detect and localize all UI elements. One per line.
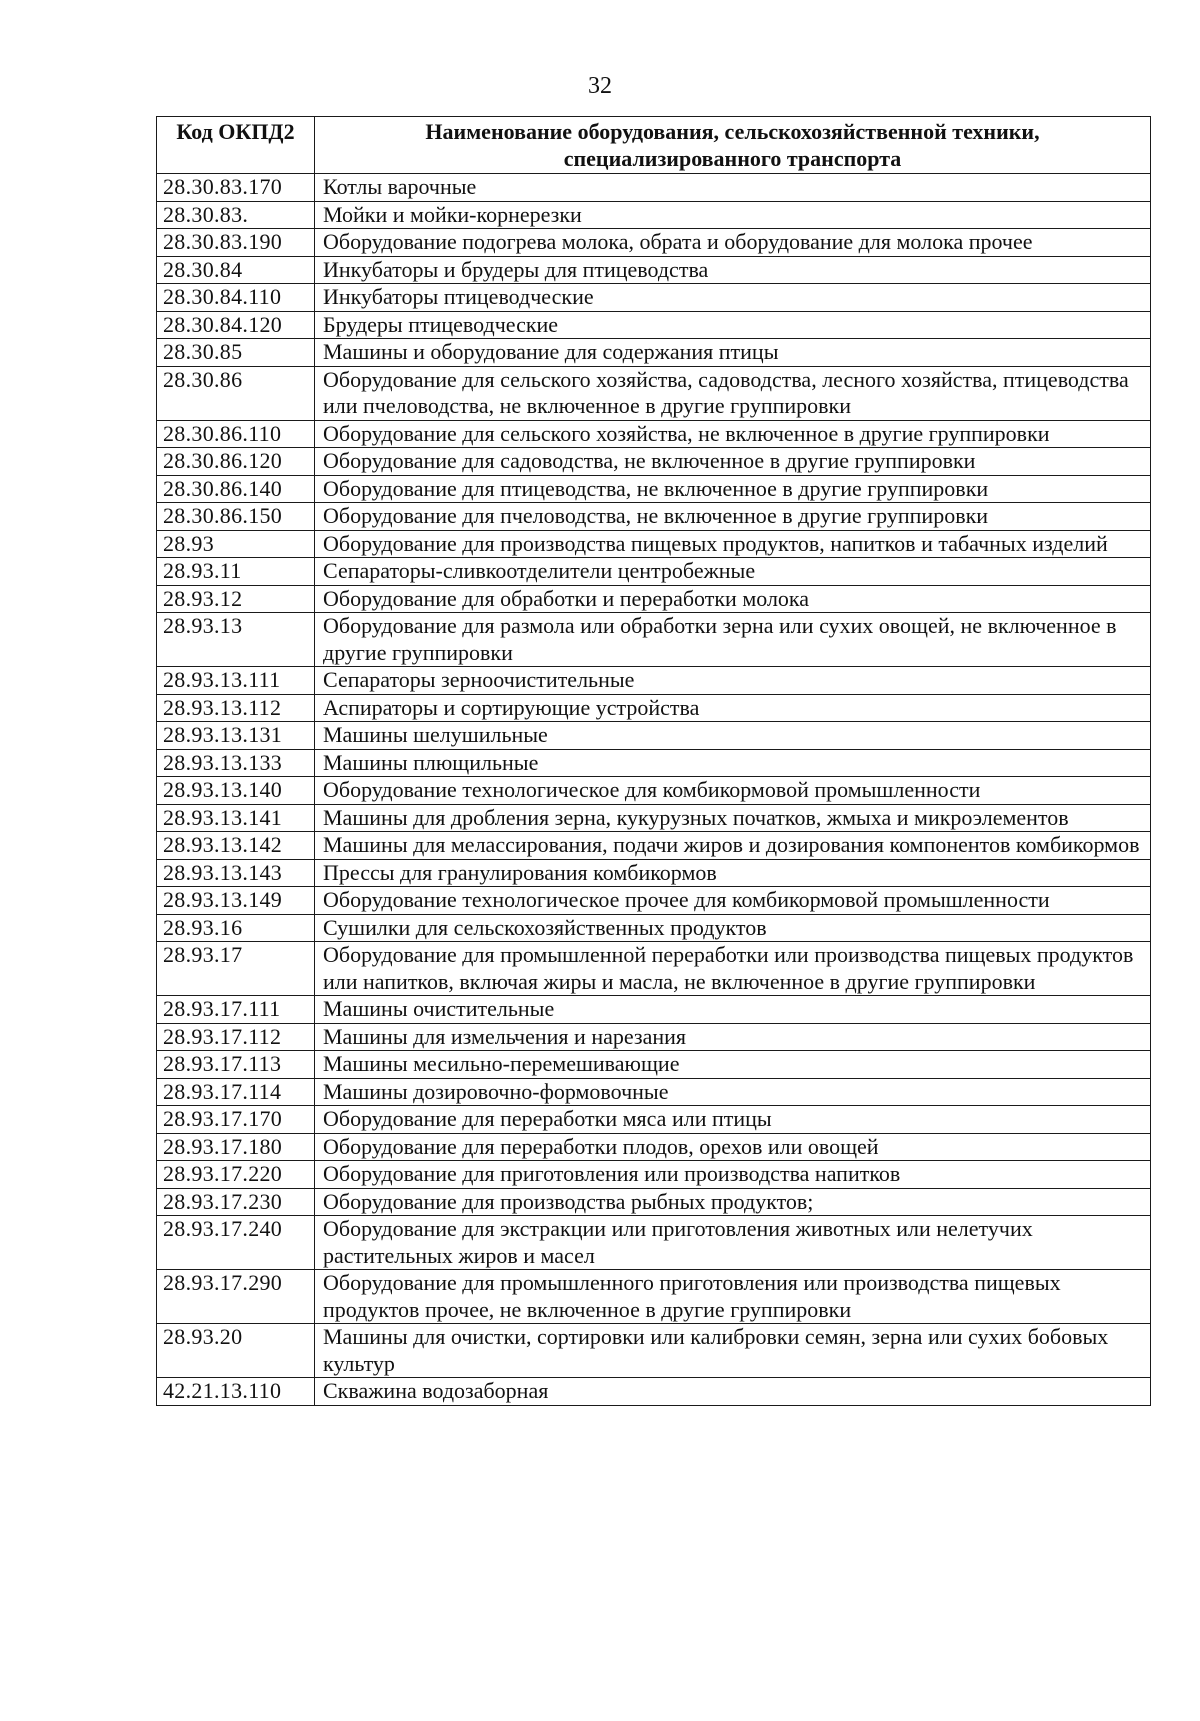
okpd2-code-cell: 28.93.17.113 [157,1051,315,1079]
table-row [157,722,1151,750]
okpd2-code-cell: 28.93 [157,530,315,558]
table-row [157,1270,1151,1324]
table-row [157,1324,1151,1378]
equipment-name-cell: Брудеры птицеводческие [315,311,1151,339]
equipment-name-cell: Инкубаторы птицеводческие [315,284,1151,312]
equipment-name-cell: Машины и оборудование для содержания птицы [315,339,1151,367]
equipment-name-cell: Машины шелушильные [315,722,1151,750]
table-row [157,832,1151,860]
okpd2-code-cell: 28.93.17.240 [157,1216,315,1270]
okpd2-code-cell: 28.30.86.120 [157,448,315,476]
equipment-name-cell: Машины дозировочно-формовочные [315,1078,1151,1106]
table-row [157,1188,1151,1216]
equipment-name-cell: Оборудование для производства пищевых продуктов, напитков и табачных изделий [315,530,1151,558]
okpd2-code-cell: 42.21.13.110 [157,1378,315,1406]
equipment-name-cell: Оборудование технологическое для комбикормовой промышленности [315,777,1151,805]
okpd2-code-cell: 28.93.17.114 [157,1078,315,1106]
table-row [157,1051,1151,1079]
okpd2-code-cell: 28.93.13.111 [157,667,315,695]
table-row [157,1023,1151,1051]
okpd2-code-cell: 28.93.13.112 [157,694,315,722]
equipment-name-cell: Машины для дробления зерна, кукурузных початков, жмыха и микроэлементов [315,804,1151,832]
okpd2-code-cell: 28.30.86.140 [157,475,315,503]
okpd2-code-cell: 28.93.17.111 [157,996,315,1024]
table-row [157,749,1151,777]
okpd2-code-cell: 28.30.85 [157,339,315,367]
equipment-name-cell: Машины для очистки, сортировки или калибровки семян, зерна или сухих бобовых культур [315,1324,1151,1378]
table-row [157,475,1151,503]
table-row [157,420,1151,448]
table-row [157,503,1151,531]
equipment-name-cell: Оборудование для сельского хозяйства, садоводства, лесного хозяйства, птицеводства или пчеловодства, не включенное в другие группировки [315,366,1151,420]
okpd2-code-cell: 28.30.86 [157,366,315,420]
equipment-name-cell: Оборудование для сельского хозяйства, не включенное в другие группировки [315,420,1151,448]
okpd2-code-cell: 28.93.17 [157,942,315,996]
table-row [157,942,1151,996]
table-row [157,229,1151,257]
equipment-name-cell: Оборудование для пчеловодства, не включенное в другие группировки [315,503,1151,531]
table-row [157,1161,1151,1189]
okpd2-code-cell: 28.30.83. [157,201,315,229]
equipment-name-cell: Оборудование для размола или обработки зерна или сухих овощей, не включенное в другие группировки [315,613,1151,667]
okpd2-code-cell: 28.30.84 [157,256,315,284]
equipment-name-cell: Оборудование для приготовления или производства напитков [315,1161,1151,1189]
okpd2-code-cell: 28.93.16 [157,914,315,942]
header-name: Наименование оборудования, сельскохозяйственной техники, специализированного транспорта [315,117,1151,174]
table-row [157,887,1151,915]
table-row [157,558,1151,586]
okpd2-code-cell: 28.93.13.133 [157,749,315,777]
header-row [157,117,1151,174]
table-row [157,1078,1151,1106]
table-row [157,366,1151,420]
okpd2-code-cell: 28.30.83.170 [157,174,315,202]
okpd2-code-cell: 28.93.13 [157,613,315,667]
okpd2-code-cell: 28.93.17.112 [157,1023,315,1051]
equipment-name-cell: Сепараторы-сливкоотделители центробежные [315,558,1151,586]
okpd2-code-cell: 28.93.17.230 [157,1188,315,1216]
equipment-name-cell: Оборудование для переработки мяса или птицы [315,1106,1151,1134]
header-code: Код ОКПД2 [157,117,315,174]
table-row [157,174,1151,202]
equipment-name-cell: Оборудование для экстракции или приготовления животных или нелетучих растительных жиров и масел [315,1216,1151,1270]
table-row [157,201,1151,229]
table-row [157,256,1151,284]
equipment-name-cell: Машины очистительные [315,996,1151,1024]
table-row [157,448,1151,476]
table-row [157,804,1151,832]
okpd2-code-cell: 28.93.13.142 [157,832,315,860]
equipment-table [156,116,1151,1406]
okpd2-code-cell: 28.93.11 [157,558,315,586]
okpd2-code-cell: 28.93.17.290 [157,1270,315,1324]
okpd2-code-cell: 28.30.86.150 [157,503,315,531]
okpd2-code-cell: 28.93.17.180 [157,1133,315,1161]
equipment-name-cell: Котлы варочные [315,174,1151,202]
table-row [157,777,1151,805]
okpd2-code-cell: 28.93.13.131 [157,722,315,750]
okpd2-code-cell: 28.93.13.141 [157,804,315,832]
table-row [157,859,1151,887]
equipment-name-cell: Инкубаторы и брудеры для птицеводства [315,256,1151,284]
okpd2-code-cell: 28.93.20 [157,1324,315,1378]
equipment-name-cell: Машины для мелассирования, подачи жиров и дозирования компонентов комбикормов [315,832,1151,860]
equipment-name-cell: Скважина водозаборная [315,1378,1151,1406]
okpd2-code-cell: 28.93.17.170 [157,1106,315,1134]
table-header [157,117,1151,174]
equipment-name-cell: Оборудование подогрева молока, обрата и оборудование для молока прочее [315,229,1151,257]
table-row [157,284,1151,312]
table-row [157,613,1151,667]
equipment-name-cell: Оборудование для производства рыбных продуктов; [315,1188,1151,1216]
table-row [157,530,1151,558]
okpd2-code-cell: 28.30.84.120 [157,311,315,339]
okpd2-code-cell: 28.30.86.110 [157,420,315,448]
table-row [157,914,1151,942]
equipment-name-cell: Оборудование для промышленного приготовления или производства пищевых продуктов прочее, не включенное в другие группировки [315,1270,1151,1324]
table-row [157,996,1151,1024]
table-row [157,667,1151,695]
equipment-name-cell: Машины для измельчения и нарезания [315,1023,1151,1051]
equipment-name-cell: Сушилки для сельскохозяйственных продуктов [315,914,1151,942]
table-body [157,174,1151,1406]
equipment-name-cell: Оборудование для обработки и переработки молока [315,585,1151,613]
equipment-name-cell: Прессы для гранулирования комбикормов [315,859,1151,887]
okpd2-code-cell: 28.93.13.140 [157,777,315,805]
okpd2-code-cell: 28.93.13.143 [157,859,315,887]
table-row [157,1106,1151,1134]
equipment-name-cell: Аспираторы и сортирующие устройства [315,694,1151,722]
equipment-name-cell: Оборудование для садоводства, не включенное в другие группировки [315,448,1151,476]
equipment-table-container [156,116,1150,1406]
okpd2-code-cell: 28.93.12 [157,585,315,613]
equipment-name-cell: Машины месильно-перемешивающие [315,1051,1151,1079]
table-row [157,339,1151,367]
table-row [157,1216,1151,1270]
equipment-name-cell: Мойки и мойки-корнерезки [315,201,1151,229]
table-row [157,694,1151,722]
okpd2-code-cell: 28.30.83.190 [157,229,315,257]
table-row [157,1133,1151,1161]
equipment-name-cell: Сепараторы зерноочистительные [315,667,1151,695]
equipment-name-cell: Машины плющильные [315,749,1151,777]
equipment-name-cell: Оборудование для промышленной переработки или производства пищевых продуктов или напитков, включая жиры и масла, не включенное в другие группировки [315,942,1151,996]
table-row [157,585,1151,613]
table-row [157,1378,1151,1406]
okpd2-code-cell: 28.93.13.149 [157,887,315,915]
okpd2-code-cell: 28.93.17.220 [157,1161,315,1189]
page-number: 32 [588,73,612,99]
equipment-name-cell: Оборудование для птицеводства, не включенное в другие группировки [315,475,1151,503]
table-row [157,311,1151,339]
equipment-name-cell: Оборудование для переработки плодов, орехов или овощей [315,1133,1151,1161]
equipment-name-cell: Оборудование технологическое прочее для комбикормовой промышленности [315,887,1151,915]
okpd2-code-cell: 28.30.84.110 [157,284,315,312]
